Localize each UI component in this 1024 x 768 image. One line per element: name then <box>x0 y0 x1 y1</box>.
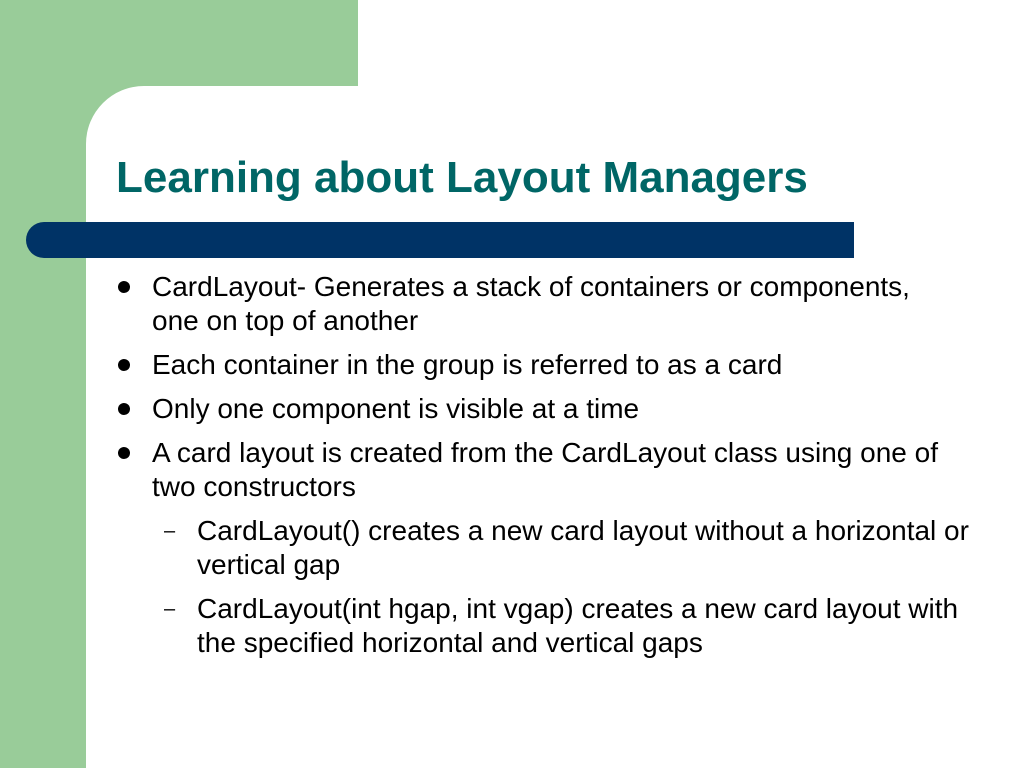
dash-icon: – <box>164 520 176 542</box>
background-white-top <box>358 0 1024 86</box>
bullet-list <box>0 270 1024 670</box>
bullet-text: Each container in the group is referred to as a card <box>152 349 783 380</box>
title-underline-bar <box>26 222 854 258</box>
bullet-text: A card layout is created from the CardLayout class using one of two constructors <box>152 437 938 502</box>
sub-bullet-text: CardLayout(int hgap, int vgap) creates a new card layout with the specified horizontal and vertical gaps <box>197 593 959 658</box>
bullet-item <box>0 348 1024 382</box>
sub-bullet-text: CardLayout() creates a new card layout without a horizontal or vertical gap <box>197 515 969 580</box>
dash-icon: – <box>164 598 176 620</box>
bullet-text: CardLayout- Generates a stack of containers or components, one on top of another <box>152 271 910 336</box>
bullet-dot-icon <box>118 447 130 459</box>
bullet-text: Only one component is visible at a time <box>152 393 640 424</box>
sub-bullet-item <box>0 514 1024 582</box>
bullet-item <box>0 270 1024 338</box>
slide-title: Learning about Layout Managers <box>116 153 808 202</box>
bullet-dot-icon <box>118 281 130 293</box>
bullet-item <box>0 392 1024 426</box>
bullet-dot-icon <box>118 359 130 371</box>
bullet-item <box>0 436 1024 504</box>
bullet-dot-icon <box>118 403 130 415</box>
sub-bullet-item <box>0 592 1024 660</box>
